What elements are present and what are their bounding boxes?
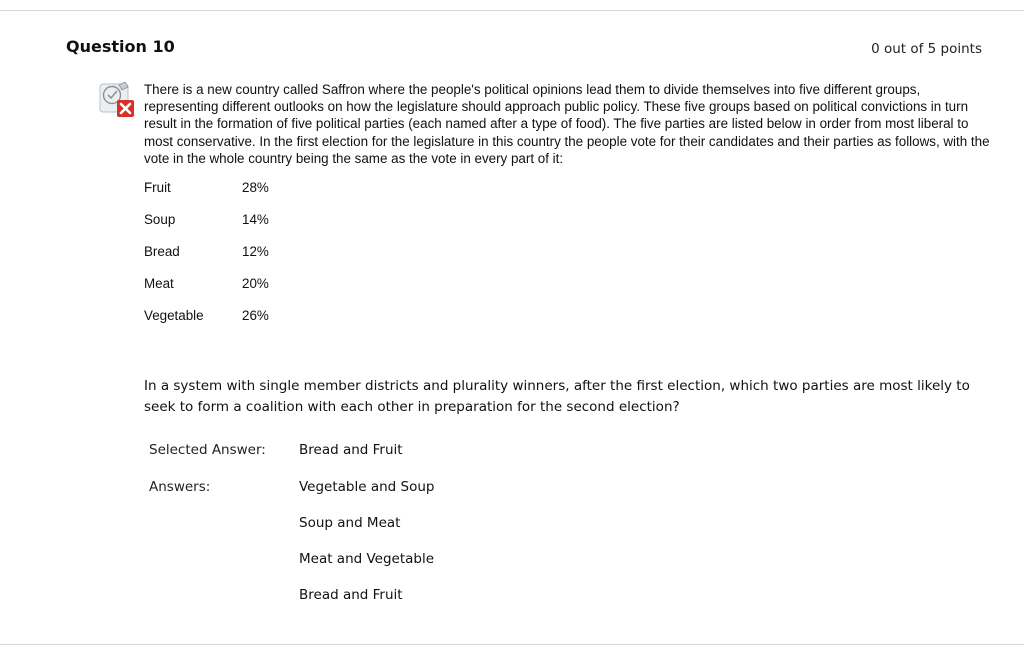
selected-answer-value: Bread and Fruit — [299, 442, 403, 458]
party-percent: 20% — [242, 276, 269, 291]
answer-option: Soup and Meat — [299, 515, 401, 531]
answers-label: Answers: — [149, 479, 211, 495]
top-divider — [0, 10, 1024, 11]
incorrect-icon — [99, 80, 139, 120]
bottom-divider — [0, 644, 1024, 645]
party-percent: 28% — [242, 180, 269, 195]
answer-option: Meat and Vegetable — [299, 551, 435, 567]
answer-option: Bread and Fruit — [299, 587, 403, 603]
question-prompt: There is a new country called Saffron where the people's political opinions lead them to divide themselves into five different groups, representing different outlooks on how the legislature should approach public policy. These five groups based on political convictions in turn result in the formation of five political parties (each named after a type of food). The five parties are listed below in order from most liberal to most conservative. In the first election for the legislature in this country the people vote for their candidates and their parties as follows, with the vote in the whole country being the same as the vote in every part of it: — [144, 82, 990, 166]
question-points: 0 out of 5 points — [871, 41, 982, 57]
question-text: In a system with single member districts and plurality winners, after the first election, which two parties are most likely to seek to form a coalition with each other in preparation for the second election? — [144, 378, 970, 415]
party-percent: 12% — [242, 244, 269, 259]
party-percent: 14% — [242, 212, 269, 227]
party-name: Soup — [144, 212, 176, 227]
question-title: Question 10 — [66, 37, 175, 56]
party-name: Meat — [144, 276, 174, 291]
selected-answer-label: Selected Answer: — [149, 442, 266, 458]
answer-option: Vegetable and Soup — [299, 479, 435, 495]
party-percent: 26% — [242, 308, 269, 323]
party-name: Bread — [144, 244, 180, 259]
party-name: Fruit — [144, 180, 171, 195]
party-name: Vegetable — [144, 308, 204, 323]
